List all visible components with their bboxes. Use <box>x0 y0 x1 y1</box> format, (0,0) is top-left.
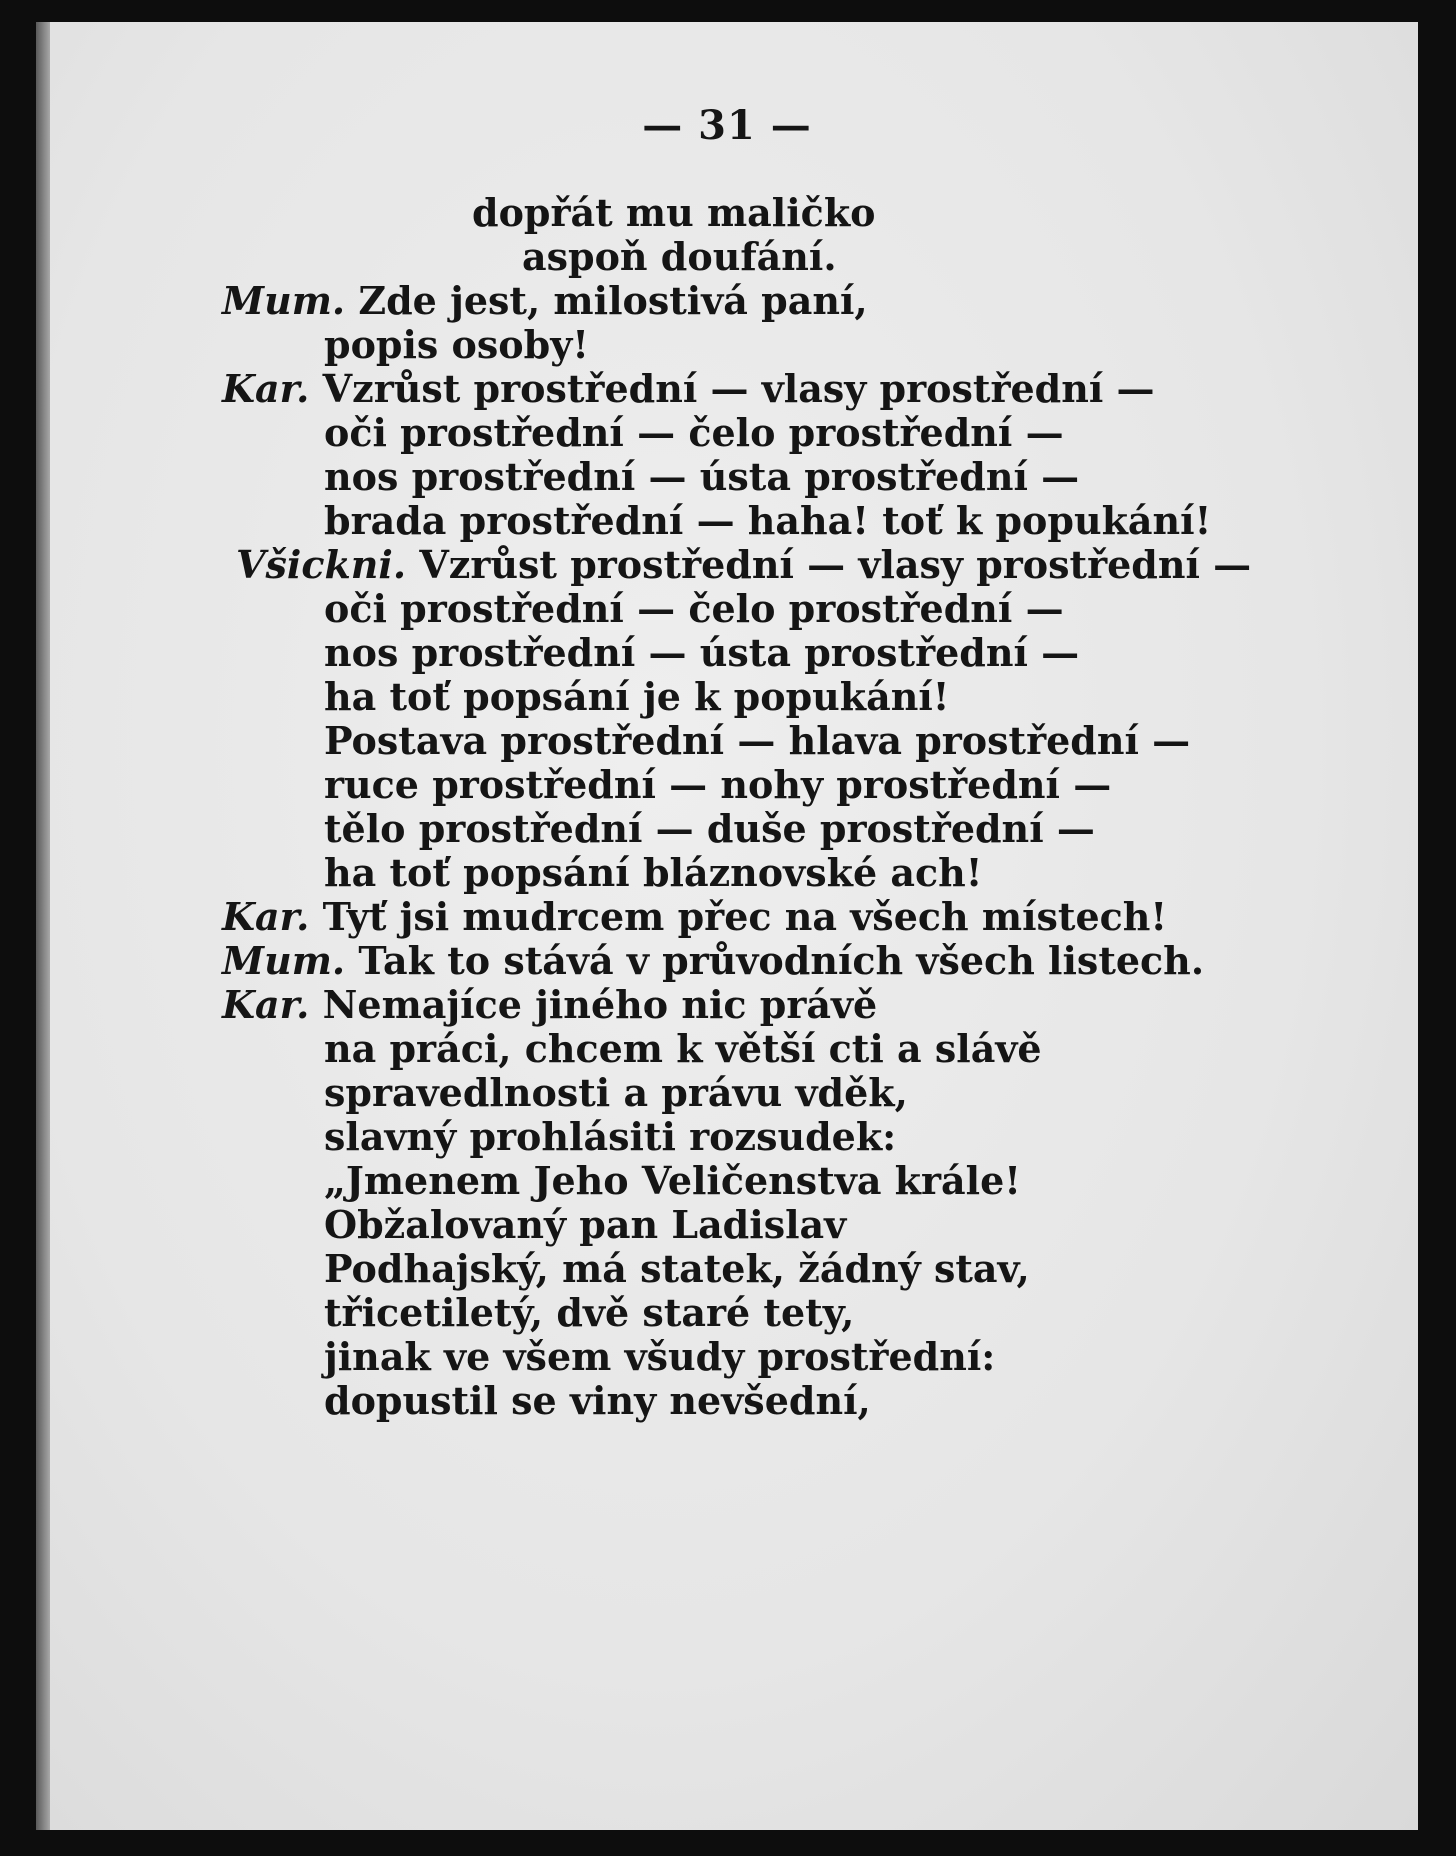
line-text: třicetiletý, dvě staré tety, <box>324 1290 855 1335</box>
page-number: — 31 — <box>642 102 812 149</box>
line-text: Podhajský, má statek, žádný stav, <box>324 1246 1030 1291</box>
line-text: Tak to stává v průvodních všech listech. <box>358 938 1205 983</box>
line-text: nos prostřední — ústa prostřední — <box>324 630 1080 675</box>
line-text: oči prostřední — čelo prostřední — <box>324 410 1064 455</box>
line-text: dopřát mu maličko <box>472 190 876 235</box>
line-text: ruce prostřední — nohy prostřední — <box>324 762 1112 807</box>
line-text: Vzrůst prostřední — vlasy prostřední — <box>419 542 1252 587</box>
line-text: Tyť jsi mudrcem přec na všech místech! <box>322 894 1168 939</box>
line-text: jinak ve všem všudy prostřední: <box>324 1334 996 1379</box>
speaker-name: Mum. <box>222 938 346 983</box>
book-page <box>36 22 1418 1830</box>
line-text: Postava prostřední — hlava prostřední — <box>324 718 1191 763</box>
line-text: popis osoby! <box>324 322 589 367</box>
speaker-name: Mum. <box>222 278 346 323</box>
line-text: tělo prostřední — duše prostřední — <box>324 806 1095 851</box>
verse-text <box>36 22 1418 1830</box>
speaker-name: Kar. <box>222 894 310 939</box>
line-text: Vzrůst prostřední — vlasy prostřední — <box>322 366 1155 411</box>
line-text: spravedlnosti a právu vděk, <box>324 1070 908 1115</box>
line-text: ha toť popsání je k popukání! <box>324 674 950 719</box>
line-text: dopustil se viny nevšední, <box>324 1378 871 1423</box>
line-text: slavný prohlásiti rozsudek: <box>324 1114 897 1159</box>
speaker-name: Kar. <box>222 366 310 411</box>
line-text: brada prostřední — haha! toť k popukání! <box>324 498 1212 543</box>
line-text: Obžalovaný pan Ladislav <box>324 1202 847 1247</box>
speaker-name: Všickni. <box>236 542 407 587</box>
line-text: Zde jest, milostivá paní, <box>358 278 868 323</box>
line-text: ha toť popsání bláznovské ach! <box>324 850 983 895</box>
line-text: „Jmenem Jeho Veličenstva krále! <box>324 1158 1021 1203</box>
verse-line <box>324 1375 871 1426</box>
line-text: oči prostřední — čelo prostřední — <box>324 586 1064 631</box>
line-text: nos prostřední — ústa prostřední — <box>324 454 1080 499</box>
speaker-name: Kar. <box>222 982 310 1027</box>
line-text: aspoň doufání. <box>522 234 837 279</box>
line-text: Nemajíce jiného nic právě <box>322 982 878 1027</box>
line-text: na práci, chcem k větší cti a slávě <box>324 1026 1042 1071</box>
